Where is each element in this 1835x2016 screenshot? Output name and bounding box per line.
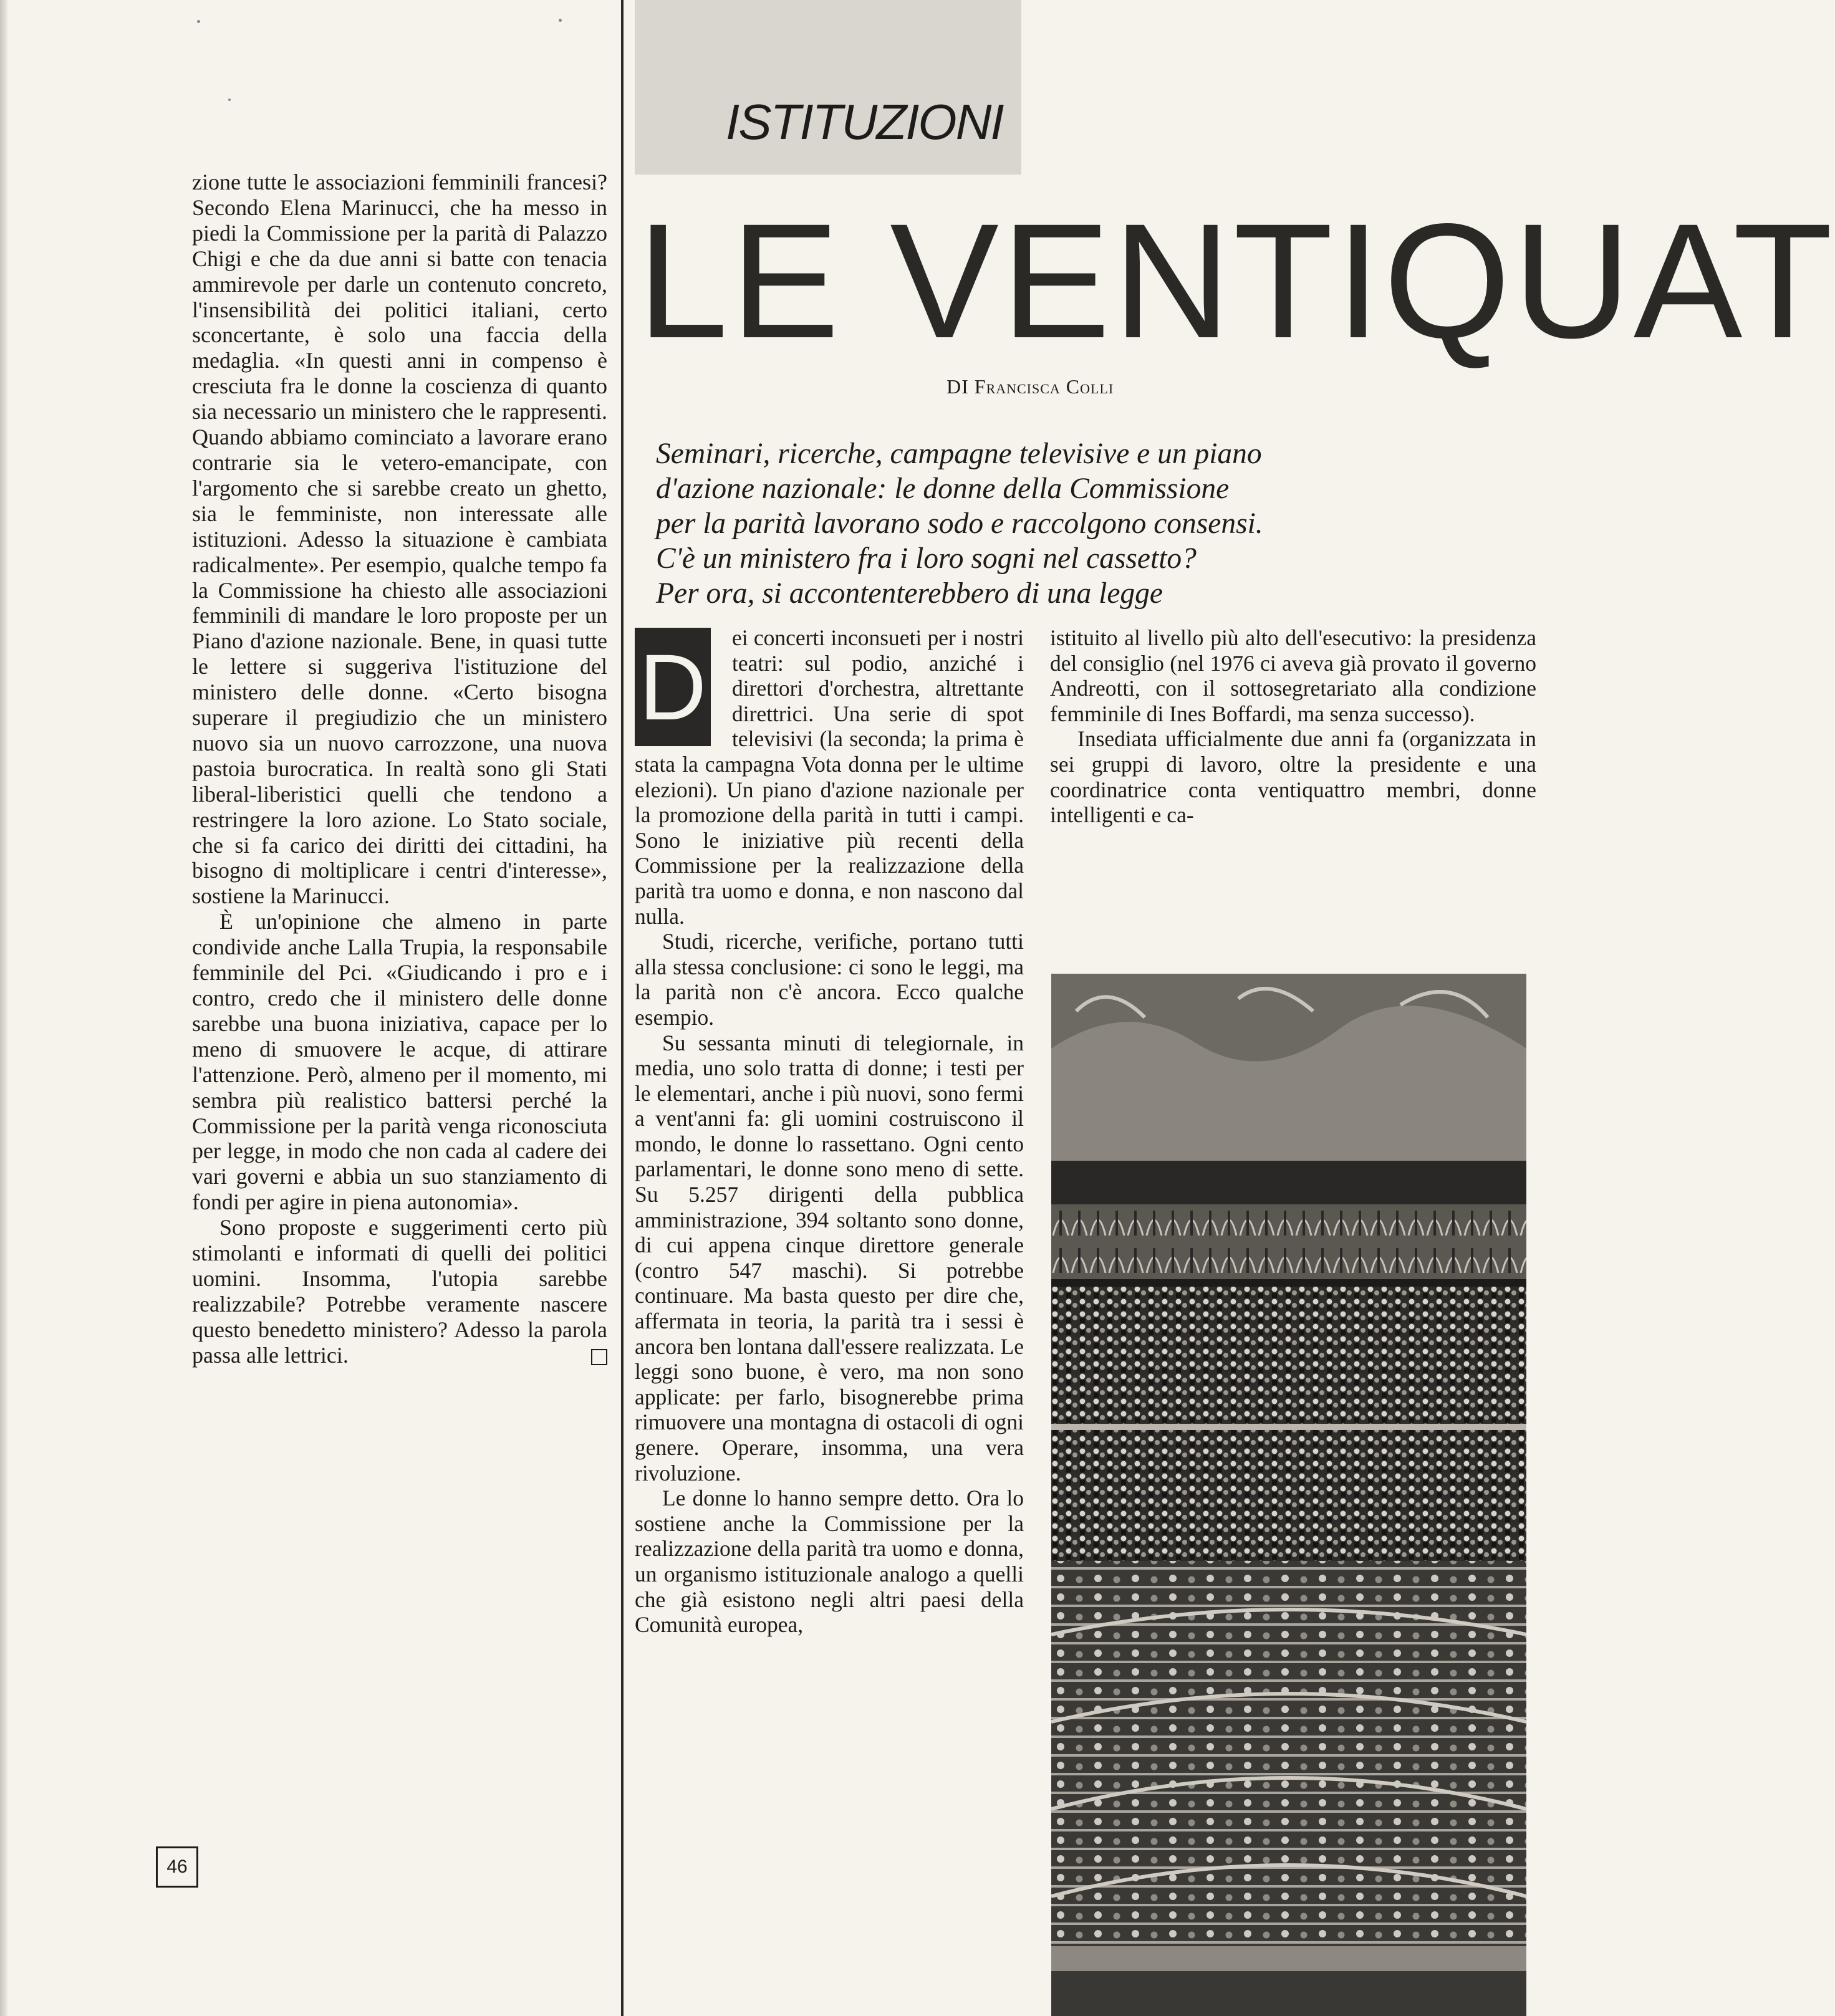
right-paragraph-1: istituito al livello più alto dell'esecutivo: la presidenza del consiglio (nel 1976 ci aveva già provato il governo Andreotti, con il sottosegretariato alla condizione femminile di Ines Boffardi, ma senza successo).: [1050, 625, 1536, 726]
parliament-photo-illustration: [1051, 974, 1526, 2016]
print-speck: [228, 98, 231, 101]
left-paragraph-2: È un'opinione che almeno in parte condivide anche Lalla Trupia, la responsabile femminile del Pci. «Giudicando i pro e i contro, credo che il ministero delle donne sarebbe una buona iniziativa, capace per lo meno di smuovere le acque, di attirare l'attenzione. Però, almeno per il momento, mi sembra più realistico battersi perché la Commissione per la parità venga riconosciuta per legge, in modo che non cada al cadere dei vari governi e abbia un suo stanziamento di fondi per agire in piena autonomia».: [192, 909, 607, 1215]
byline-author: Francisca Colli: [974, 375, 1114, 398]
dek-line: d'azione nazionale: le donne della Commissione: [656, 473, 1230, 505]
middle-paragraph-3: Su sessanta minuti di telegiornale, in media, uno solo tratta di donne; i testi per le elementari, anche i più nuovi, sono fermi a vent'anni fa: gli uomini costruiscono il mondo, le donne lo rassettano. Ogni cento parlamentari, le donne sono meno di sette. Su 5.257 dirigenti della pubblica amministrazione, 394 soltanto sono donne, di cui appena cinque direttore generale (contro 547 maschi). Si potrebbe continuare. Ma basta questo per dire che, affermata in teoria, la parità tra i sessi è ancora ben lontana dall'essere realizzata. Le leggi sono buone, è vero, ma non sono applicate: per farlo, bisognerebbe prima rimuovere una montagna di ostacoli di ogni genere. Operare, insomma, una vera rivoluzione.: [635, 1030, 1024, 1486]
middle-paragraph-2: Studi, ricerche, verifiche, portano tutti alla stessa conclusione: ci sono le leggi, ma la parità non c'è ancora. Ecco qualche esempio.: [635, 929, 1024, 1030]
dek-line: Seminari, ricerche, campagne televisive e un piano: [656, 438, 1262, 470]
left-article-column: [192, 170, 607, 1368]
section-label: ISTITUZIONI: [726, 94, 1003, 150]
middle-paragraph-4: Le donne lo hanno sempre detto. Ora lo sostiene anche la Commissione per la realizzazione della parità tra uomo e donna, un organismo istituzionale analogo a quelli che già esistono negli altri paesi della Comunità europea,: [635, 1486, 1024, 1638]
byline-prefix: DI: [946, 375, 969, 398]
parliament-chamber-photo: [1051, 974, 1526, 2016]
print-speck: [559, 19, 562, 22]
dek-line: per la parità lavorano sodo e raccolgono consensi.: [656, 507, 1263, 540]
dek-line: C'è un ministero fra i loro sogni nel cassetto?: [656, 542, 1197, 575]
article-dek: [656, 436, 1526, 611]
page-edge: [0, 0, 7, 2016]
right-paragraph-2: Insediata ufficialmente due anni fa (organizzata in sei gruppi di lavoro, oltre la presidente e una coordinatrice conta ventiquattro membri, donne intelligenti e ca-: [1050, 726, 1536, 828]
left-paragraph-1: zione tutte le associazioni femminili francesi? Secondo Elena Marinucci, che ha messo in piedi la Commissione per la parità di Palazzo Chigi e che da due anni si batte con tenacia ammirevole per darle un contenuto concreto, l'insensibilità dei politici italiani, certo sconcertante, è solo una faccia della medaglia. «In questi anni in compenso è cresciuta fra le donne la coscienza di quanto sia necessario un ministero che le rappresenti. Quando abbiamo cominciato a lavorare erano contrarie sia le vetero-emancipate, con l'argomento che si sarebbe creato un ghetto, sia le femministe, non interessate alle istituzioni. Adesso la situazione è cambiata radicalmente». Per esempio, qualche tempo fa la Commissione ha chiesto alle associazioni femminili di mandare le loro proposte per un Piano d'azione nazionale. Bene, in quasi tutte le lettere si suggeriva l'istituzione del ministero delle donne. «Certo bisogna superare il pregiudizio che un ministero nuovo sia un nuovo carrozzone, una nuova pastoia burocratica. In realtà sono gli Stati liberal-liberistici quelli che tendono a restringere la loro azione. Lo Stato sociale, che si fa carico dei diritti dei cittadini, ha bisogno di moltiplicare i centri d'interesse», sostiene la Marinucci.: [192, 170, 607, 909]
page-fold-divider: [621, 0, 624, 2016]
end-of-article-mark: [591, 1349, 607, 1365]
dek-line: Per ora, si accontenterebbero di una legge: [656, 577, 1163, 610]
left-paragraph-3: Sono proposte e suggerimenti certo più stimolanti e informati di quelli dei politici uomini. Insomma, l'utopia sarebbe realizzabile? Potrebbe veramente nascere questo benedetto ministero? Adesso la parola passa alle lettrici.: [192, 1215, 607, 1368]
page-number: 46: [156, 1846, 198, 1888]
article-headline: LE VENTIQUAT: [637, 190, 1835, 372]
right-article-column: [1050, 625, 1536, 828]
middle-paragraph-1: ei concerti inconsueti per i nostri teatri: sul podio, anziché i direttori d'orchestra, altrettante direttrici. Una serie di spot televisivi (la seconda; la prima è stata la campagna Vota donna per le ultime elezioni). Un piano d'azione nazionale per la promozione della parità in tutti i campi. Sono le iniziative più recenti della Commissione per la realizzazione della parità tra uomo e donna, e non nascono dal nulla.: [635, 625, 1024, 929]
byline: [946, 375, 1114, 398]
print-speck: [197, 20, 200, 23]
drop-cap: D: [635, 628, 711, 746]
middle-article-column: [635, 625, 1024, 1638]
